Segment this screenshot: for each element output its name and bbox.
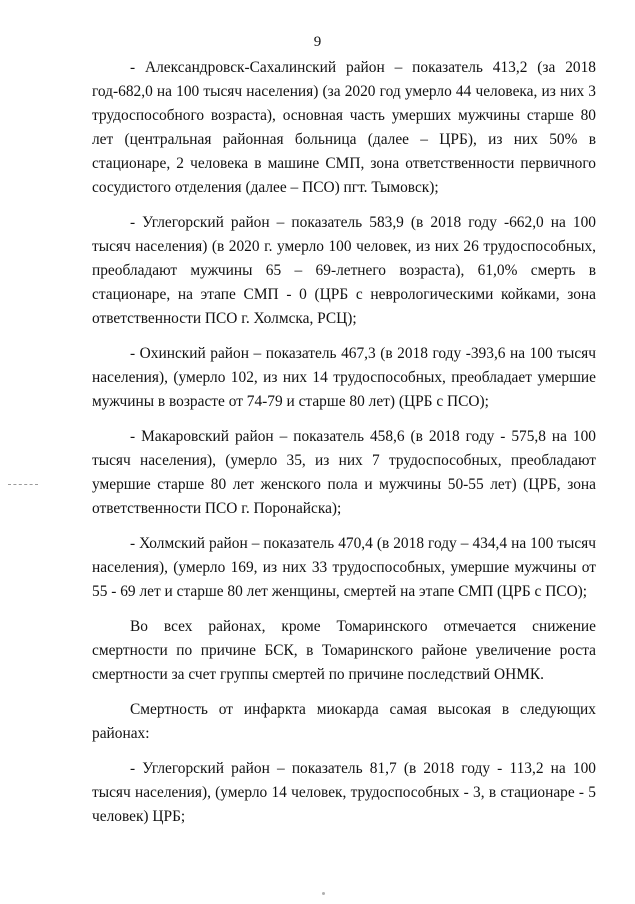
paragraph-uglegorsk-infarction: - Углегорский район – показатель 81,7 (в 2018 году - 113,2 на 100 тысяч населения), (умерло 14 человек, трудоспособных - 3, в стационаре - 5 человек) ЦРБ; bbox=[92, 760, 596, 825]
paragraph-makarov: - Макаровский район – показатель 458,6 (в 2018 году - 575,8 на 100 тысяч населения), (умерло 35, из них 7 трудоспособных, преобладают умершие старше 80 лет женского пола и мужчины 50-55 лет) (ЦРБ, зона ответственности ПСО г. Поронайска); bbox=[92, 428, 596, 517]
document-body bbox=[92, 56, 596, 840]
paragraph-kholmsk: - Холмский район – показатель 470,4 (в 2018 году – 434,4 на 100 тысяч населения), (умерло 169, из них 33 трудоспособных, умершие мужчины от 55 - 69 лет и старше 80 лет женщины, смертей на этапе СМП (ЦРБ с ПСО); bbox=[92, 535, 596, 600]
paragraph-uglegorsk: - Углегорский район – показатель 583,9 (в 2018 году -662,0 на 100 тысяч населения) (в 2020 г. умерло 100 человек, из них 26 трудоспособных, преобладают мужчины 65 – 69-летнего возраста), 61,0% смерть в стационаре, на этапе СМП - 0 (ЦРБ с неврологическими койками, зона ответственности ПСО г. Холмска, РСЦ); bbox=[92, 214, 596, 327]
scan-speck bbox=[322, 892, 325, 895]
paragraph-myocardial-infarction: Смертность от инфаркта миокарда самая высокая в следующих районах: bbox=[92, 701, 596, 742]
page-number: 9 bbox=[313, 34, 322, 50]
scan-margin-mark bbox=[8, 484, 38, 486]
paragraph-aleksandrovsk: - Александровск-Сахалинский район – показатель 413,2 (за 2018 год-682,0 на 100 тысяч населения) (за 2020 год умерло 44 человека, из них 3 трудоспособного возраста), основная часть умерших мужчины старше 80 лет (центральная районная больница (далее – ЦРБ), из них 50% в стационаре, 2 человека в машине СМП, зона ответственности первичного сосудистого отделения (далее – ПСО) пгт. Тымовск); bbox=[92, 59, 596, 196]
paragraph-all-districts: Во всех районах, кроме Томаринского отмечается снижение смертности по причине БСК, в Томаринского районе увеличение роста смертности за счет группы смертей по причине последствий ОНМК. bbox=[92, 618, 596, 683]
paragraph-okha: - Охинский район – показатель 467,3 (в 2018 году -393,6 на 100 тысяч населения), (умерло 102, из них 14 трудоспособных, преобладает умершие мужчины в возрасте от 74-79 и старше 80 лет) (ЦРБ с ПСО); bbox=[92, 345, 596, 410]
